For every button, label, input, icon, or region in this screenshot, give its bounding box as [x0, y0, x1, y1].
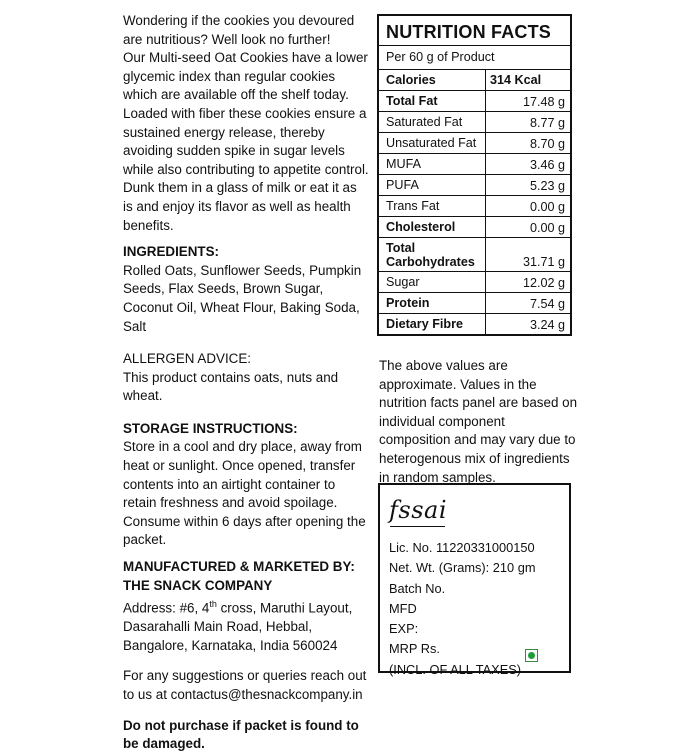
- nutrient-name: Unsaturated Fat: [386, 136, 477, 150]
- nutrition-row: [379, 112, 570, 133]
- nutrient-value: 3.46 g: [485, 154, 570, 174]
- nutrition-row: [379, 196, 570, 217]
- nutrient-name: Dietary Fibre: [386, 317, 463, 331]
- nutrition-title: NUTRITION FACTS: [379, 16, 570, 46]
- damage-warning: Do not purchase if packet is found to be damaged.: [123, 717, 359, 752]
- net-weight: Net. Wt. (Grams): 210 gm: [389, 560, 536, 576]
- nutrient-value: 8.70 g: [485, 133, 570, 153]
- fssai-logo-underline: [390, 526, 445, 527]
- nutrition-row: [379, 133, 570, 154]
- address-ordinal: th: [209, 599, 217, 610]
- nutrient-value: 314 Kcal: [485, 70, 570, 90]
- veg-mark-icon: [525, 649, 538, 662]
- nutrition-serving: Per 60 g of Product: [379, 46, 570, 70]
- mrp-price: MRP Rs.: [389, 641, 440, 657]
- ingredients-heading: INGREDIENTS:: [123, 244, 219, 260]
- nutrition-row: [379, 217, 570, 238]
- nutrition-row: [379, 70, 570, 91]
- nutrient-value: 7.54 g: [485, 293, 570, 313]
- manufacturer-address: [123, 595, 369, 655]
- nutrition-facts-panel: [377, 14, 572, 336]
- nutrition-row: [379, 91, 570, 112]
- tax-note: (INCL. OF ALL TAXES): [389, 661, 522, 677]
- expiry-date: EXP:: [389, 621, 419, 637]
- batch-number: Batch No.: [389, 580, 446, 596]
- ingredients-text: Rolled Oats, Sunflower Seeds, Pumpkin Seeds, Flax Seeds, Brown Sugar, Coconut Oil, Wheat Flour, Baking Soda, Salt: [123, 262, 362, 334]
- intro-line-4: Dunk them in a glass of milk or eat it as is and enjoy its flavor as well as health benefits.: [123, 180, 357, 233]
- mfd-date: MFD: [389, 600, 417, 616]
- product-description-column: [123, 12, 369, 754]
- license-number: Lic. No. 11220331000150: [389, 540, 535, 555]
- nutrient-name: MUFA: [386, 157, 421, 171]
- intro-line-2: Our Multi-seed Oat Cookies have a lower glycemic index than regular cookies which are available off the shelf today.: [123, 50, 368, 103]
- nutrient-value: 12.02 g: [485, 272, 570, 292]
- nutrition-row: [379, 272, 570, 293]
- nutrient-name: Trans Fat: [386, 199, 440, 213]
- nutrient-name: Sugar: [386, 275, 420, 289]
- nutrient-value: 3.24 g: [485, 314, 570, 334]
- nutrient-name: Calories: [386, 73, 436, 87]
- nutrient-value: 31.71 g: [485, 238, 570, 271]
- nutrient-value: 0.00 g: [485, 217, 570, 237]
- license-details: [389, 538, 535, 680]
- nutrient-name: Total Fat: [386, 94, 438, 108]
- intro-line-3: Loaded with fiber these cookies ensure a sustained energy release, thereby avoiding sudden spike in sugar levels while also contributing to appetite control.: [123, 105, 369, 177]
- manufacturer-heading: MANUFACTURED & MARKETED BY:: [123, 559, 355, 575]
- allergen-text: This product contains oats, nuts and wheat.: [123, 369, 339, 404]
- nutrient-name: PUFA: [386, 178, 419, 192]
- nutrient-value: 5.23 g: [485, 175, 570, 195]
- nutrition-row: [379, 175, 570, 196]
- nutrient-value: 17.48 g: [485, 91, 570, 111]
- allergen-heading: ALLERGEN ADVICE:: [123, 351, 252, 367]
- nutrient-name: Protein: [386, 296, 430, 310]
- nutrient-name: Total Carbohydrates: [386, 241, 475, 269]
- fssai-logo: fssai: [389, 496, 447, 524]
- nutrition-row: [379, 293, 570, 314]
- nutrition-disclaimer: The above values are approximate. Values in the nutrition facts panel are based on individual component composition and may vary due to heterogenous mix of ingredients in random samples.: [379, 358, 578, 485]
- storage-heading: STORAGE INSTRUCTIONS:: [123, 420, 298, 436]
- storage-text: Store in a cool and dry place, away from heat or sunlight. Once opened, transfer contents into an airtight container to retain freshness and avoid spoilage. Consume within 6 days after opening the packet.: [123, 439, 366, 548]
- address-prefix: Address: #6, 4: [123, 600, 210, 616]
- nutrient-value: 0.00 g: [485, 196, 570, 216]
- queries-text: For any suggestions or queries reach out to us at contactus@thesnackcompany.in: [123, 668, 367, 703]
- manufacturer-name: THE SNACK COMPANY: [123, 577, 273, 593]
- nutrient-name: Saturated Fat: [386, 115, 463, 129]
- nutrition-row: [379, 238, 570, 272]
- license-box: [378, 483, 571, 677]
- intro-line-1: Wondering if the cookies you devoured are nutritious? Well look no further!: [123, 13, 355, 47]
- veg-mark-dot: [528, 652, 535, 659]
- nutrient-name: Cholesterol: [386, 220, 456, 234]
- nutrition-row: [379, 314, 570, 334]
- address-suffix: cross, Maruthi Layout, Dasarahalli Main Road, Hebbal, Bangalore, Karnataka, India 560024: [123, 600, 353, 653]
- nutrition-row: [379, 154, 570, 175]
- nutrient-value: 8.77 g: [485, 112, 570, 132]
